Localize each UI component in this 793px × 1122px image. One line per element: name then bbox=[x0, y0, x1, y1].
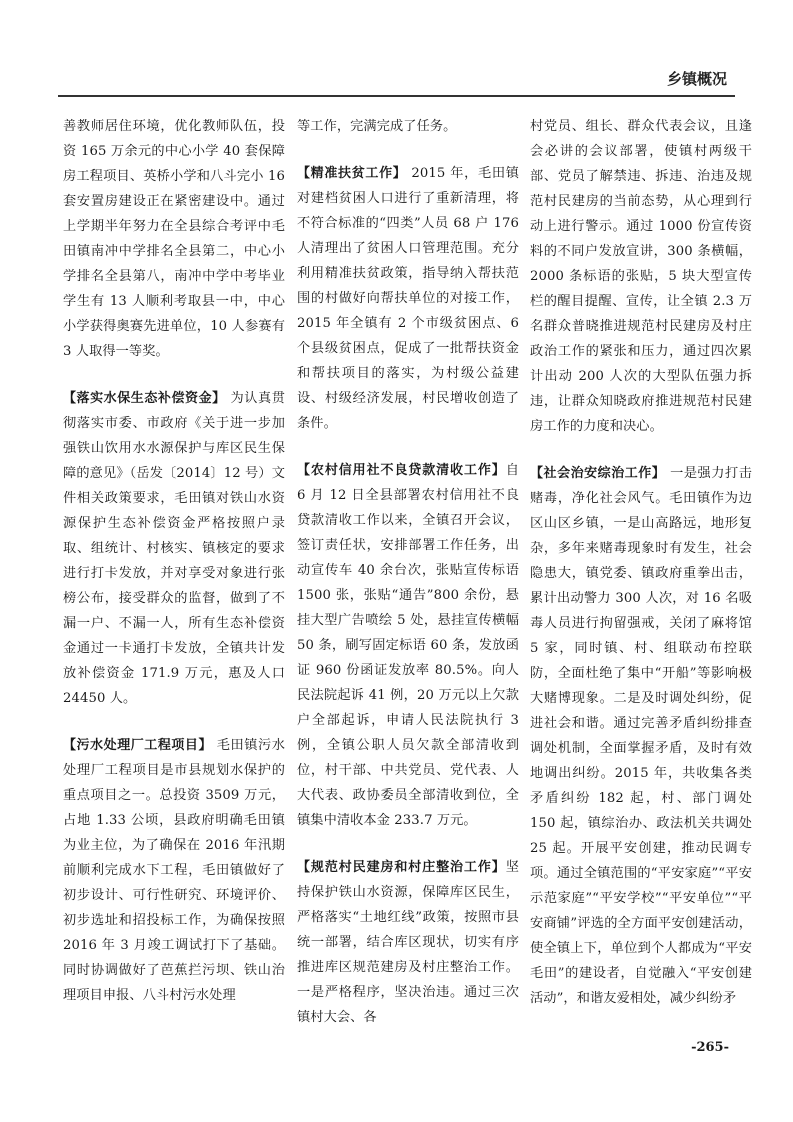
section-body: 自 6 月 12 日全县部署农村信用社不良贷款清收工作以来，全镇召开会议，签订责任状，安排部署工作任务，出动宣传车 40 余台次，张贴宣传标语 1500 张，张贴“通告”800 余份，悬挂大型广告喷绘 5 处，悬挂宣传横幅 50 条，刷写固定标语 60 条，发放函证 960 份函证发放率 80.5%。向人民法院起诉 41 例，20 万元以上欠款户全部起诉，申请人民法院执行 3 例，全镇公职人员欠款全部清收到位，村干部、中共党员、党代表、人大代表、政协委员全部清收到位，全镇集中清收本金 233.7 万元。 bbox=[297, 463, 519, 828]
section-body: 毛田镇污水处理厂工程项目是市县规划水保护的重点项目之一。总投资 3509 万元，占地 1.33 公顷，县政府明确毛田镇为业主位，为了确保在 2016 年汛期前顺利完成水下工程，毛田镇做好了初步设计、可行性研究、环境评价、初步选址和招投标工作，为确保按照 2016 年 3 月竣工调试打下了基础。同时协调做好了芭蕉拦污坝、铁山治理项目申报、八斗村污水处理 bbox=[63, 738, 286, 1003]
text-column-2 bbox=[297, 114, 519, 1052]
section-heading: 【社会治安综治工作】 bbox=[530, 466, 666, 481]
header-divider bbox=[58, 95, 735, 97]
section-body: 为认真贯彻落实市委、市政府《关于进一步加强铁山饮用水水源保护与库区民生保障的意见》（岳发〔2014〕12 号）文件相关政策要求，毛田镇对铁山水资源保护生态补偿资金严格按照户录取、组统计、村核实、镇核定的要求进行打卡发放，并对享受对象进行张榜公布，接受群众的监督，做到了不漏一户、不漏一人，所有生态补偿资金通过一卡通打卡发放，全镇共计发放补偿资金 171.9 万元，惠及人口 24450 人。 bbox=[63, 391, 286, 706]
paragraph: 村党员、组长、群众代表会议，且逢会必讲的会议部署，使镇村两级干部、党员了解禁违、拆违、治违及规范村民建房的当前态势，从心理到行动上进行警示。通过 1000 份宣传资料的不同户发放宣讲，300 条横幅，2000 条标语的张贴，5 块大型宣传栏的醒目提醒、宣传，让全镇 2.3 万名群众普晓推进规范村民建房及村庄政治工作的紧张和压力，通过四次累计出动 200 人次的大型队伍强力拆违，让群众知晓政府推进规范村民建房工作的力度和决心。 bbox=[530, 119, 752, 434]
section-heading: 【落实水保生态补偿资金】 bbox=[63, 391, 226, 406]
paragraph: 善教师居住环境，优化教师队伍，投资 165 万余元的中心小学 40 套保障房工程项目、英桥小学和八斗完小 16 套安置房建设正在紧密建设中。通过上学期半年努力在全县综合考评中毛田镇南冲中学排名全县第二，中心小学排名全县第八，南冲中学中考毕业学生有 13 人顺利考取县一中，中心小学获得奥赛先进单位，10 人参赛有 3 人取得一等奖。 bbox=[63, 119, 285, 359]
section-body: 一是强力打击赌毒，净化社会风气。毛田镇作为边区山区乡镇，一是山高路远，地形复杂，多年来赌毒现象时有发生，社会隐患大，镇党委、镇政府重拳出击，累计出动警力 300 人次，对 16 名吸毒人员进行拘留强戒，关闭了麻将馆 5 家，同时镇、村、组联动布控联防，全面杜绝了集中“开船”等影响极大赌博现象。二是及时调处纠纷，促进社会和谐。通过完善矛盾纠纷排查调处机制，全面掌握矛盾，及时有效地调出纠纷。2015 年，共收集各类矛盾纠纷 182 起，村、部门调处 150 起，镇综治办、政法机关共调处 25 起。开展平安创建，推动民调专项。通过全镇范围的“平安家庭”“平安示范家庭”“平安学校”“平安单位”“平安商铺”评选的全方面平安创建活动，使全镇上下，单位到个人都成为“平安毛田”的建设者，自觉融入“平安创建活动”，和谐友爱相处，减少纠纷矛 bbox=[530, 466, 752, 1006]
section-poverty-alleviation bbox=[297, 161, 519, 436]
section-body: 坚持保护铁山水资源，保障库区民生，严格落实“土地红线”政策，按照市县统一部署，结合库区现状，切实有序推进库区规范建房及村庄整治工作。一是严格程序，坚决治违。通过三次镇村大会、各 bbox=[297, 860, 519, 1025]
section-heading: 【规范村民建房和村庄整治工作】 bbox=[297, 860, 506, 875]
section-heading: 【农村信用社不良贷款清收工作】 bbox=[297, 463, 506, 478]
section-heading: 【污水处理厂工程项目】 bbox=[63, 738, 213, 753]
text-column-3 bbox=[530, 114, 752, 1033]
section-heading: 【精准扶贫工作】 bbox=[297, 166, 407, 181]
section-body: 2015 年，毛田镇对建档贫困人口进行了重新清理，将不符合标准的“四类”人员 68 户 176 人清理出了贫困人口管理范围。充分利用精准扶贫政策，指导纳入帮扶范围的村做好向帮扶单位的对接工作，2015 年全镇有 2 个市级贫困点、6 个县级贫困点，促成了一批帮扶资金和帮扶项目的落实，为村级公益建设、村级经济发展，村民增收创造了条件。 bbox=[297, 166, 519, 431]
paragraph: 等工作，完满完成了任务。 bbox=[297, 119, 457, 134]
page-number: -265- bbox=[691, 1040, 729, 1055]
section-public-security bbox=[530, 461, 752, 1011]
section-water-compensation bbox=[63, 386, 285, 711]
section-bad-loans bbox=[297, 458, 519, 833]
section-village-housing bbox=[297, 855, 519, 1030]
section-sewage-plant bbox=[63, 733, 285, 1008]
text-column-1 bbox=[63, 114, 285, 1030]
section-title: 乡镇概况 bbox=[666, 70, 727, 88]
